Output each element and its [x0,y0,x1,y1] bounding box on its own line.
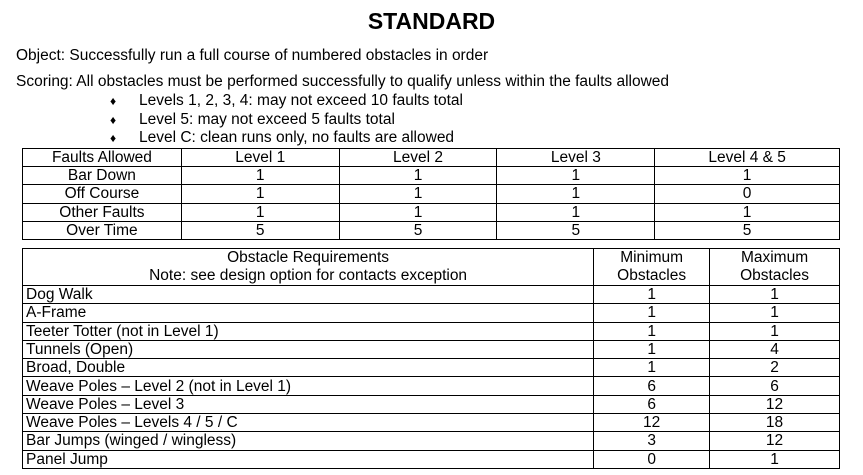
faults-header-row [23,149,840,167]
page-title: STANDARD [367,8,496,34]
bullet-item [110,92,463,110]
table-row [23,414,840,432]
table-cell: 1 [181,203,339,221]
max-value: 6 [710,377,840,395]
scoring-line: Scoring: All obstacles must be performed successfully to qualify unless within the faults allowed [16,73,670,90]
table-cell: 1 [181,185,339,203]
faults-header-cell: Level 1 [181,149,339,167]
table-cell: 0 [655,185,840,203]
obstacle-name: Teeter Totter (not in Level 1) [23,322,594,340]
min-value: 1 [594,359,710,377]
table-cell: Off Course [23,185,182,203]
faults-header-cell: Level 4 & 5 [655,149,840,167]
max-value: 1 [710,450,840,468]
bullet-item [110,111,395,129]
table-cell: 1 [339,203,497,221]
table-row [23,304,840,322]
max-value: 4 [710,340,840,358]
table-cell: 1 [497,203,655,221]
obstacle-name: Weave Poles – Level 3 [23,395,594,413]
table-row [23,185,840,203]
diamond-bullet-icon: ♦ [110,131,117,145]
obstacle-name: Weave Poles – Levels 4 / 5 / C [23,414,594,432]
table-row [23,340,840,358]
table-row [23,221,840,239]
maximum-obstacles-header [710,249,840,286]
min-value: 6 [594,377,710,395]
bullet-text: Level C: clean runs only, no faults are allowed [139,129,455,146]
min-value: 0 [594,450,710,468]
obstacle-name: Bar Jumps (winged / wingless) [23,432,594,450]
table-cell: 1 [497,167,655,185]
bullet-text: Levels 1, 2, 3, 4: may not exceed 10 faults total [139,92,463,109]
obstacles-table [22,248,840,469]
faults-header-cell: Faults Allowed [23,149,182,167]
table-row [23,322,840,340]
obstacle-requirements-header [23,249,594,286]
max-value: 1 [710,322,840,340]
bullet-text: Level 5: may not exceed 5 faults total [139,111,395,128]
table-cell: 1 [339,185,497,203]
diamond-bullet-icon: ♦ [110,113,117,127]
header-line: Obstacle Requirements [227,249,390,266]
max-value: 1 [710,304,840,322]
diamond-bullet-icon: ♦ [110,94,117,108]
header-note: Note: see design option for contacts exception [149,267,468,284]
table-row [23,377,840,395]
min-value: 12 [594,414,710,432]
faults-header-cell: Level 3 [497,149,655,167]
obstacle-name: Dog Walk [23,286,594,304]
obstacle-name: A-Frame [23,304,594,322]
table-cell: Bar Down [23,167,182,185]
max-value: 1 [710,286,840,304]
table-row [23,203,840,221]
bullet-item [110,129,454,147]
table-row [23,286,840,304]
max-value: 2 [710,359,840,377]
table-cell: 5 [339,221,497,239]
table-cell: 1 [655,167,840,185]
table-cell: 1 [181,167,339,185]
min-value: 1 [594,340,710,358]
table-cell: 1 [655,203,840,221]
max-value: 12 [710,395,840,413]
table-cell: 1 [339,167,497,185]
min-value: 3 [594,432,710,450]
obstacle-name: Tunnels (Open) [23,340,594,358]
obstacle-name: Broad, Double [23,359,594,377]
table-cell: 5 [181,221,339,239]
object-line: Object: Successfully run a full course of numbered obstacles in order [16,47,489,64]
faults-header-cell: Level 2 [339,149,497,167]
max-value: 18 [710,414,840,432]
min-value: 1 [594,322,710,340]
obstacles-header-row [23,249,840,286]
table-cell: 1 [497,185,655,203]
faults-table [22,148,840,240]
table-cell: 5 [655,221,840,239]
header-line: Maximum [740,249,809,266]
table-row [23,395,840,413]
obstacle-name: Panel Jump [23,450,594,468]
header-line: Obstacles [740,267,809,284]
table-row [23,432,840,450]
header-line: Obstacles [617,267,687,284]
table-row [23,359,840,377]
minimum-obstacles-header [594,249,710,286]
min-value: 1 [594,286,710,304]
table-cell: Over Time [23,221,182,239]
min-value: 6 [594,395,710,413]
max-value: 12 [710,432,840,450]
table-cell: Other Faults [23,203,182,221]
min-value: 1 [594,304,710,322]
header-line: Minimum [620,249,684,266]
table-row [23,450,840,468]
table-row [23,167,840,185]
obstacle-name: Weave Poles – Level 2 (not in Level 1) [23,377,594,395]
table-cell: 5 [497,221,655,239]
